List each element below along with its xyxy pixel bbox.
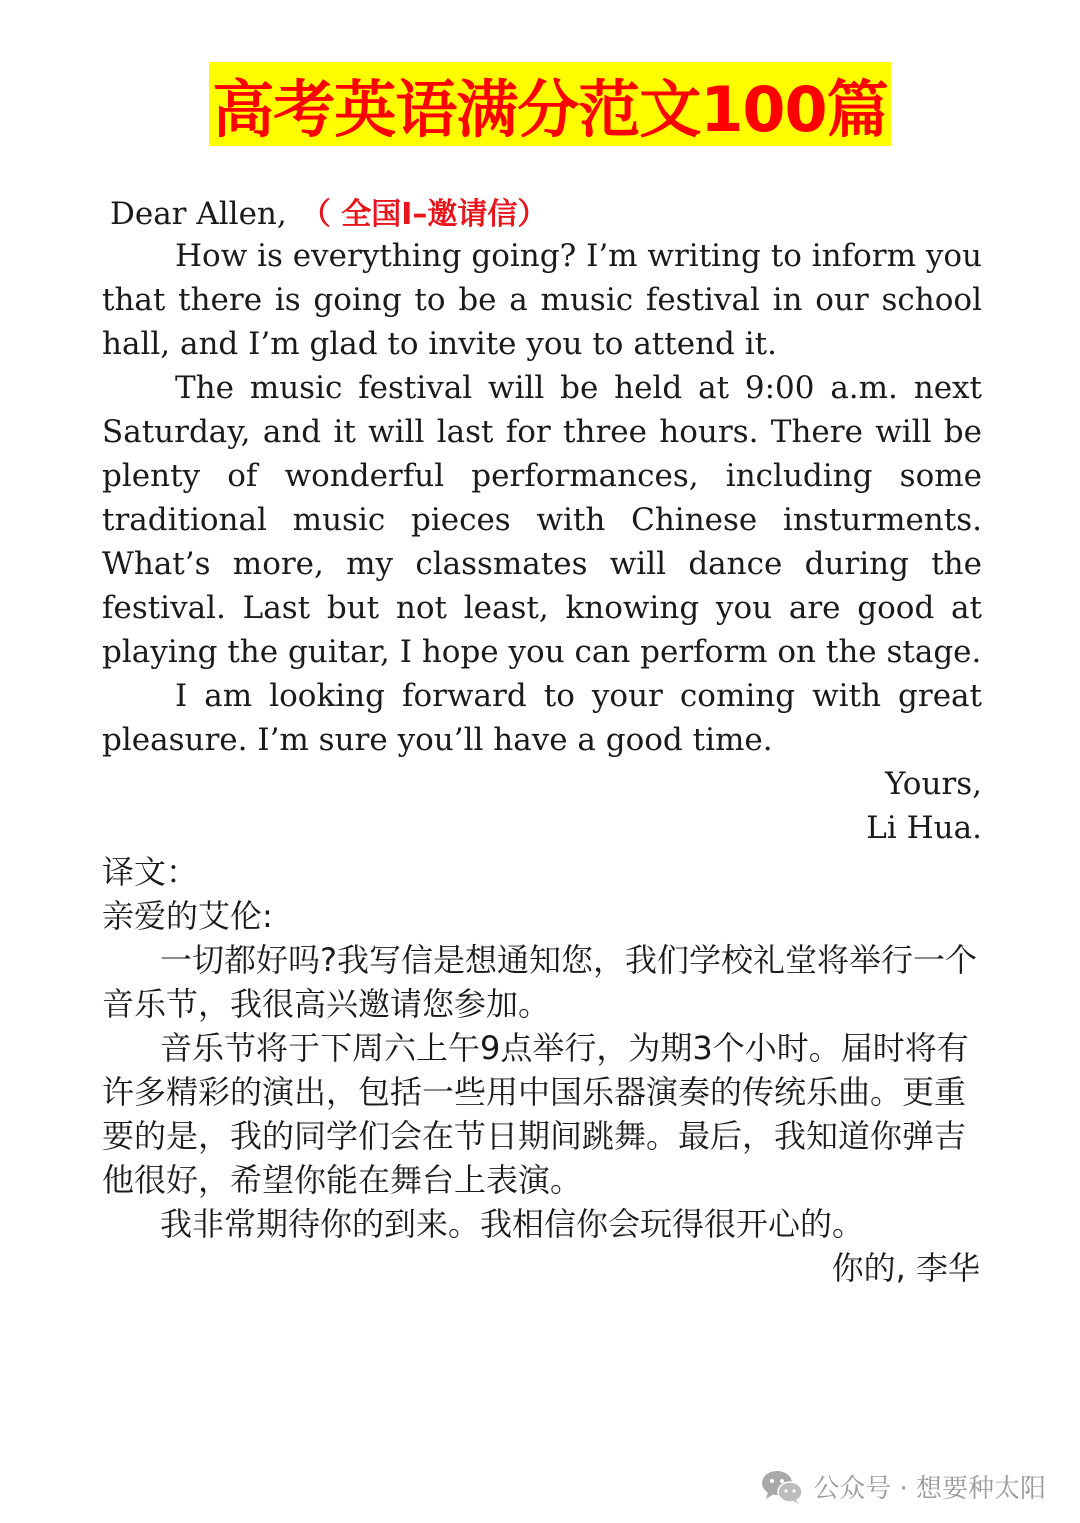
letter-paragraph-2: The music festival will be held at 9:00 a.m. next Saturday, and it will last for three hours. There will be plenty of wonderful performances, including some traditional music pieces with Chinese insturments. What’s more, my classmates will dance during the festival. Last but not least, knowing you are good at playing the guitar, I hope you can perform on the stage. — [102, 370, 982, 670]
title-banner — [209, 62, 891, 146]
translation-paragraph-3: 我非常期待你的到来。我相信你会玩得很开心的。 — [160, 1205, 865, 1243]
watermark — [761, 1468, 1046, 1505]
translation-heading: 译文： — [102, 853, 199, 891]
wechat-icon — [761, 1469, 803, 1505]
letter-paragraph-3: I am looking forward to your coming with great pleasure. I’m sure you’ll have a good time. — [102, 678, 982, 758]
translation-closing: 你的, 李华 — [831, 1249, 980, 1287]
letter-signoff — [866, 762, 982, 850]
letter-body — [102, 234, 982, 762]
letter-salutation: Dear Allen, — [110, 196, 287, 232]
translation-paragraph-1: 一切都好吗?我写信是想通知您，我们学校礼堂将举行一个音乐节，我很高兴邀请您参加。 — [102, 941, 977, 1023]
letter-paragraph-1: How is everything going? I’m writing to inform you that there is going to be a music festival in our school hall, and I’m glad to invite you to attend it. — [102, 238, 982, 362]
letter-salutation-line — [110, 192, 547, 237]
translation-salutation: 亲爱的艾伦: — [102, 897, 273, 935]
watermark-text: 公众号 · 想要种太阳 — [813, 1474, 1046, 1504]
translation-paragraph-2: 音乐节将于下周六上午9点举行，为期3个小时。届时将有许多精彩的演出，包括一些用中国乐器演奏的传统乐曲。更重要的是，我的同学们会在节日期间跳舞。最后，我知道你弹吉他很好，希望你能在舞台上表演。 — [102, 1029, 969, 1199]
letter-closing: Yours, — [885, 766, 982, 802]
page-title: 高考英语满分范文100篇 — [212, 72, 888, 146]
letter-signature: Li Hua. — [866, 810, 982, 846]
letter-type-tag: （ 全国I–邀请信） — [300, 197, 548, 232]
translation-section — [102, 850, 982, 1290]
